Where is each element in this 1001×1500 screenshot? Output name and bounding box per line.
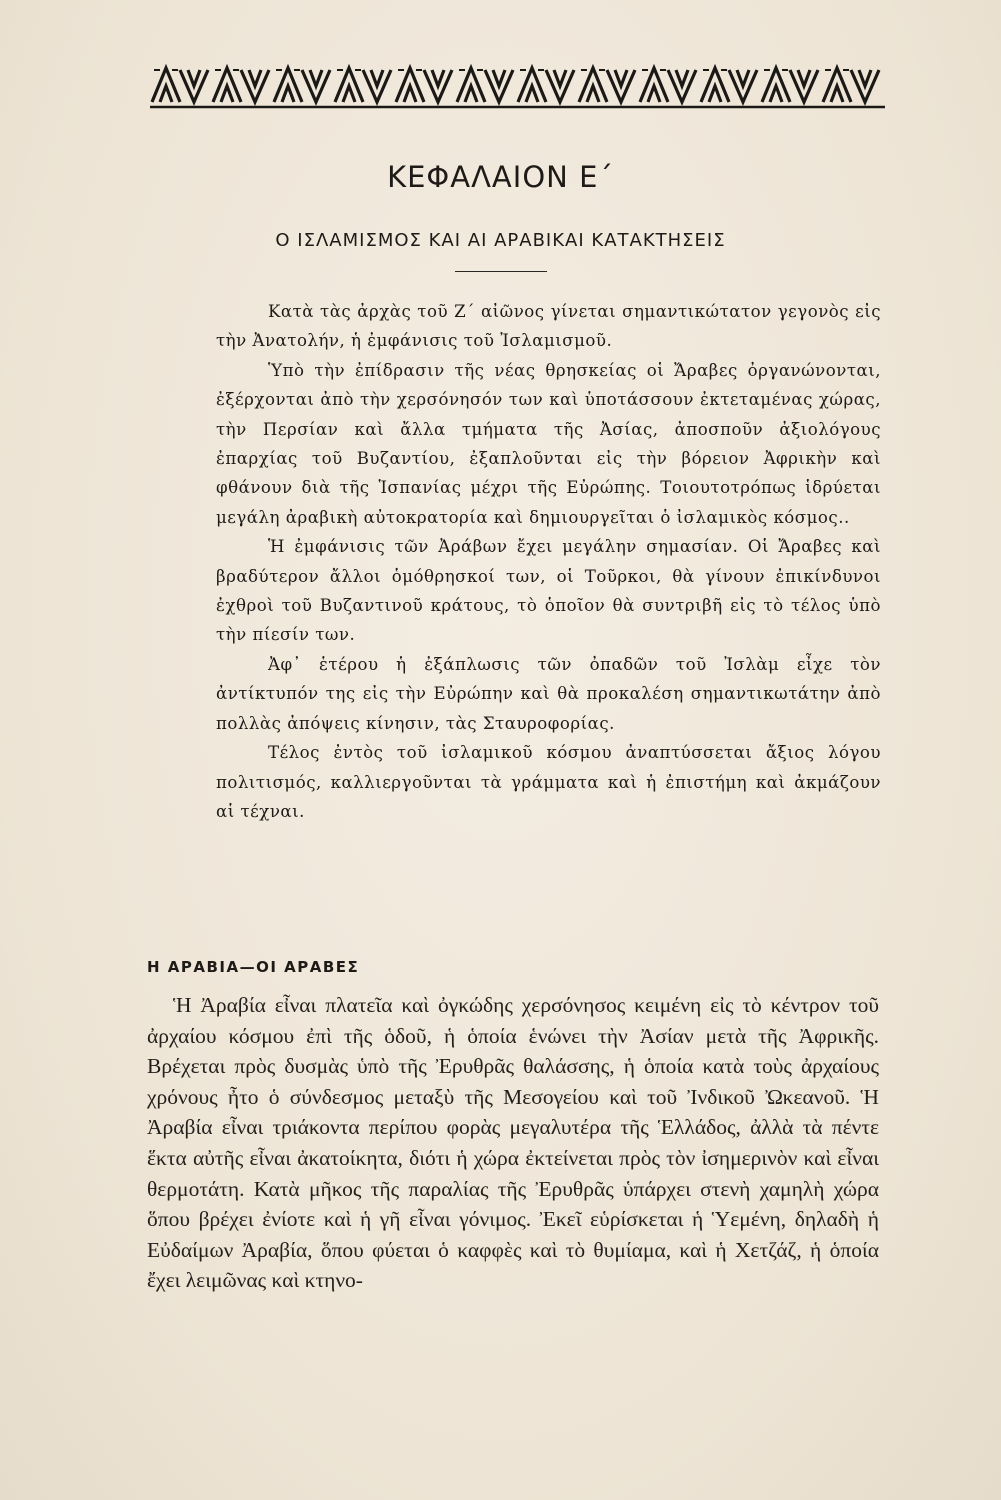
meander-motif bbox=[396, 68, 452, 102]
intro-text bbox=[216, 297, 881, 826]
meander-motif bbox=[579, 68, 635, 102]
section-heading: Η ΑΡΑΒΙΑ—ΟΙ ΑΡΑΒΕΣ bbox=[147, 958, 360, 976]
meander-motif bbox=[640, 68, 696, 102]
meander-border-ornament bbox=[150, 62, 885, 110]
intro-paragraph: Ὑπὸ τὴν ἐπίδρασιν τῆς νέας θρησκείας οἱ Ἄραβες ὀργανώνονται, ἐξέρχονται ἀπὸ τὴν χερσόνησόν των καὶ ὑποτάσσουν ἐκτεταμένας χώρας, τὴν Περσίαν καὶ ἄλλα τμήματα τῆς Ἀσίας, ἀποσποῦν ἀξιολόγους ἐπαρχίας τοῦ Βυζαντίου, ἐξαπλοῦνται εἰς τὴν βόρειον Ἀφρικὴν καὶ φθάνουν διὰ τῆς Ἱσπανίας μέχρι τῆς Εὐρώπης. Τοιουτοτρόπως ἱδρύεται μεγάλη ἀραβικὴ αὐτοκρατορία καὶ δημιουργεῖται ὁ ἰσλαμικὸς κόσμος.. bbox=[216, 360, 881, 527]
meander-motif bbox=[335, 68, 391, 102]
intro-paragraph: Ἡ ἐμφάνισις τῶν Ἀράβων ἔχει μεγάλην σημασίαν. Οἱ Ἄραβες καὶ βραδύτερον ἄλλοι ὁμόθρησκοί των, οἱ Τοῦρκοι, θὰ γίνουν ἐπικίνδυνοι ἐχθροὶ τοῦ Βυζαντινοῦ κράτους, τὸ ὁποῖον θὰ συντριβῆ εἰς τὸ τέλος ὑπὸ τὴν πίεσίν των. bbox=[216, 537, 881, 645]
meander-motif bbox=[152, 68, 208, 102]
meander-motif bbox=[274, 68, 330, 102]
meander-motif bbox=[823, 68, 879, 102]
meander-motif bbox=[701, 68, 757, 102]
intro-paragraph: Κατὰ τὰς ἀρχὰς τοῦ Ζ΄ αἰῶνος γίνεται σημαντικώτατον γεγονὸς εἰς τὴν Ἀνατολήν, ἡ ἐμφάνισις τοῦ Ἰσλαμισμοῦ. bbox=[216, 302, 881, 351]
section-body bbox=[147, 990, 879, 1296]
chapter-title: ΚΕΦΑΛΑΙΟΝ Ε΄ bbox=[387, 160, 614, 194]
title-divider bbox=[455, 271, 547, 272]
chapter-subtitle: Ο ΙΣΛΑΜΙΣΜΟΣ ΚΑΙ ΑΙ ΑΡΑΒΙΚΑΙ ΚΑΤΑΚΤΗΣΕΙΣ bbox=[275, 230, 726, 251]
meander-motif bbox=[213, 68, 269, 102]
intro-paragraph: Τέλος ἐντὸς τοῦ ἰσλαμικοῦ κόσμου ἀναπτύσσεται ἄξιος λόγου πολιτισμός, καλλιεργοῦνται τὰ γράμματα καὶ ἡ ἐπιστήμη καὶ ἀκμάζουν αἱ τέχναι. bbox=[216, 743, 881, 821]
intro-paragraph: Ἀφ᾽ ἑτέρου ἡ ἐξάπλωσις τῶν ὀπαδῶν τοῦ Ἰσλὰμ εἶχε τὸν ἀντίκτυπόν της εἰς τὴν Εὐρώπην καὶ θὰ προκαλέση σημαντικωτάτην ἀπὸ πολλὰς ἀπόψεις κίνησιν, τὰς Σταυροφορίας. bbox=[216, 654, 881, 733]
meander-motif bbox=[457, 68, 513, 102]
meander-motif bbox=[762, 68, 818, 102]
section-paragraph: Ἡ Ἀραβία εἶναι πλατεῖα καὶ ὀγκώδης χερσόνησος κειμένη εἰς τὸ κέντρον τοῦ ἀρχαίου κόσμου ἐπὶ τῆς ὁδοῦ, ἡ ὁποία ἑνώνει τὴν Ἀσίαν μετὰ τῆς Ἀφρικῆς. Βρέχεται πρὸς δυσμὰς ὑπὸ τῆς Ἐρυθρᾶς θαλάσσης, ἡ ὁποία κατὰ τοὺς ἀρχαίους χρόνους ἦτο ὁ σύνδεσμος μεταξὺ τῆς Μεσογείου καὶ τοῦ Ἰνδικοῦ Ὠκεανοῦ. Ἡ Ἀραβία εἶναι τριάκοντα περίπου φορὰς μεγαλυτέρα τῆς Ἑλλάδος, ἀλλὰ τὰ πέντε ἕκτα αὐτῆς εἶναι ἀκατοίκητα, διότι ἡ χώρα ἐκτείνεται πρὸς τὸν ἰσημερινὸν καὶ εἶναι θερμοτάτη. Κατὰ μῆκος τῆς παραλίας τῆς Ἐρυθρᾶς ὑπάρχει στενὴ χαμηλὴ χώρα ὅπου βρέχει ἐνίοτε καὶ ἡ γῆ εἶναι γόνιμος. Ἐκεῖ εὑρίσκεται ἡ Ὑεμένη, δηλαδὴ ἡ Εὐδαίμων Ἀραβία, ὅπου φύεται ὁ καφφὲς καὶ τὸ θυμίαμα, καὶ ἡ Χετζάζ, ἡ ὁποία ἔχει λειμῶνας καὶ κτηνο- bbox=[147, 993, 879, 1293]
meander-motif bbox=[518, 68, 574, 102]
